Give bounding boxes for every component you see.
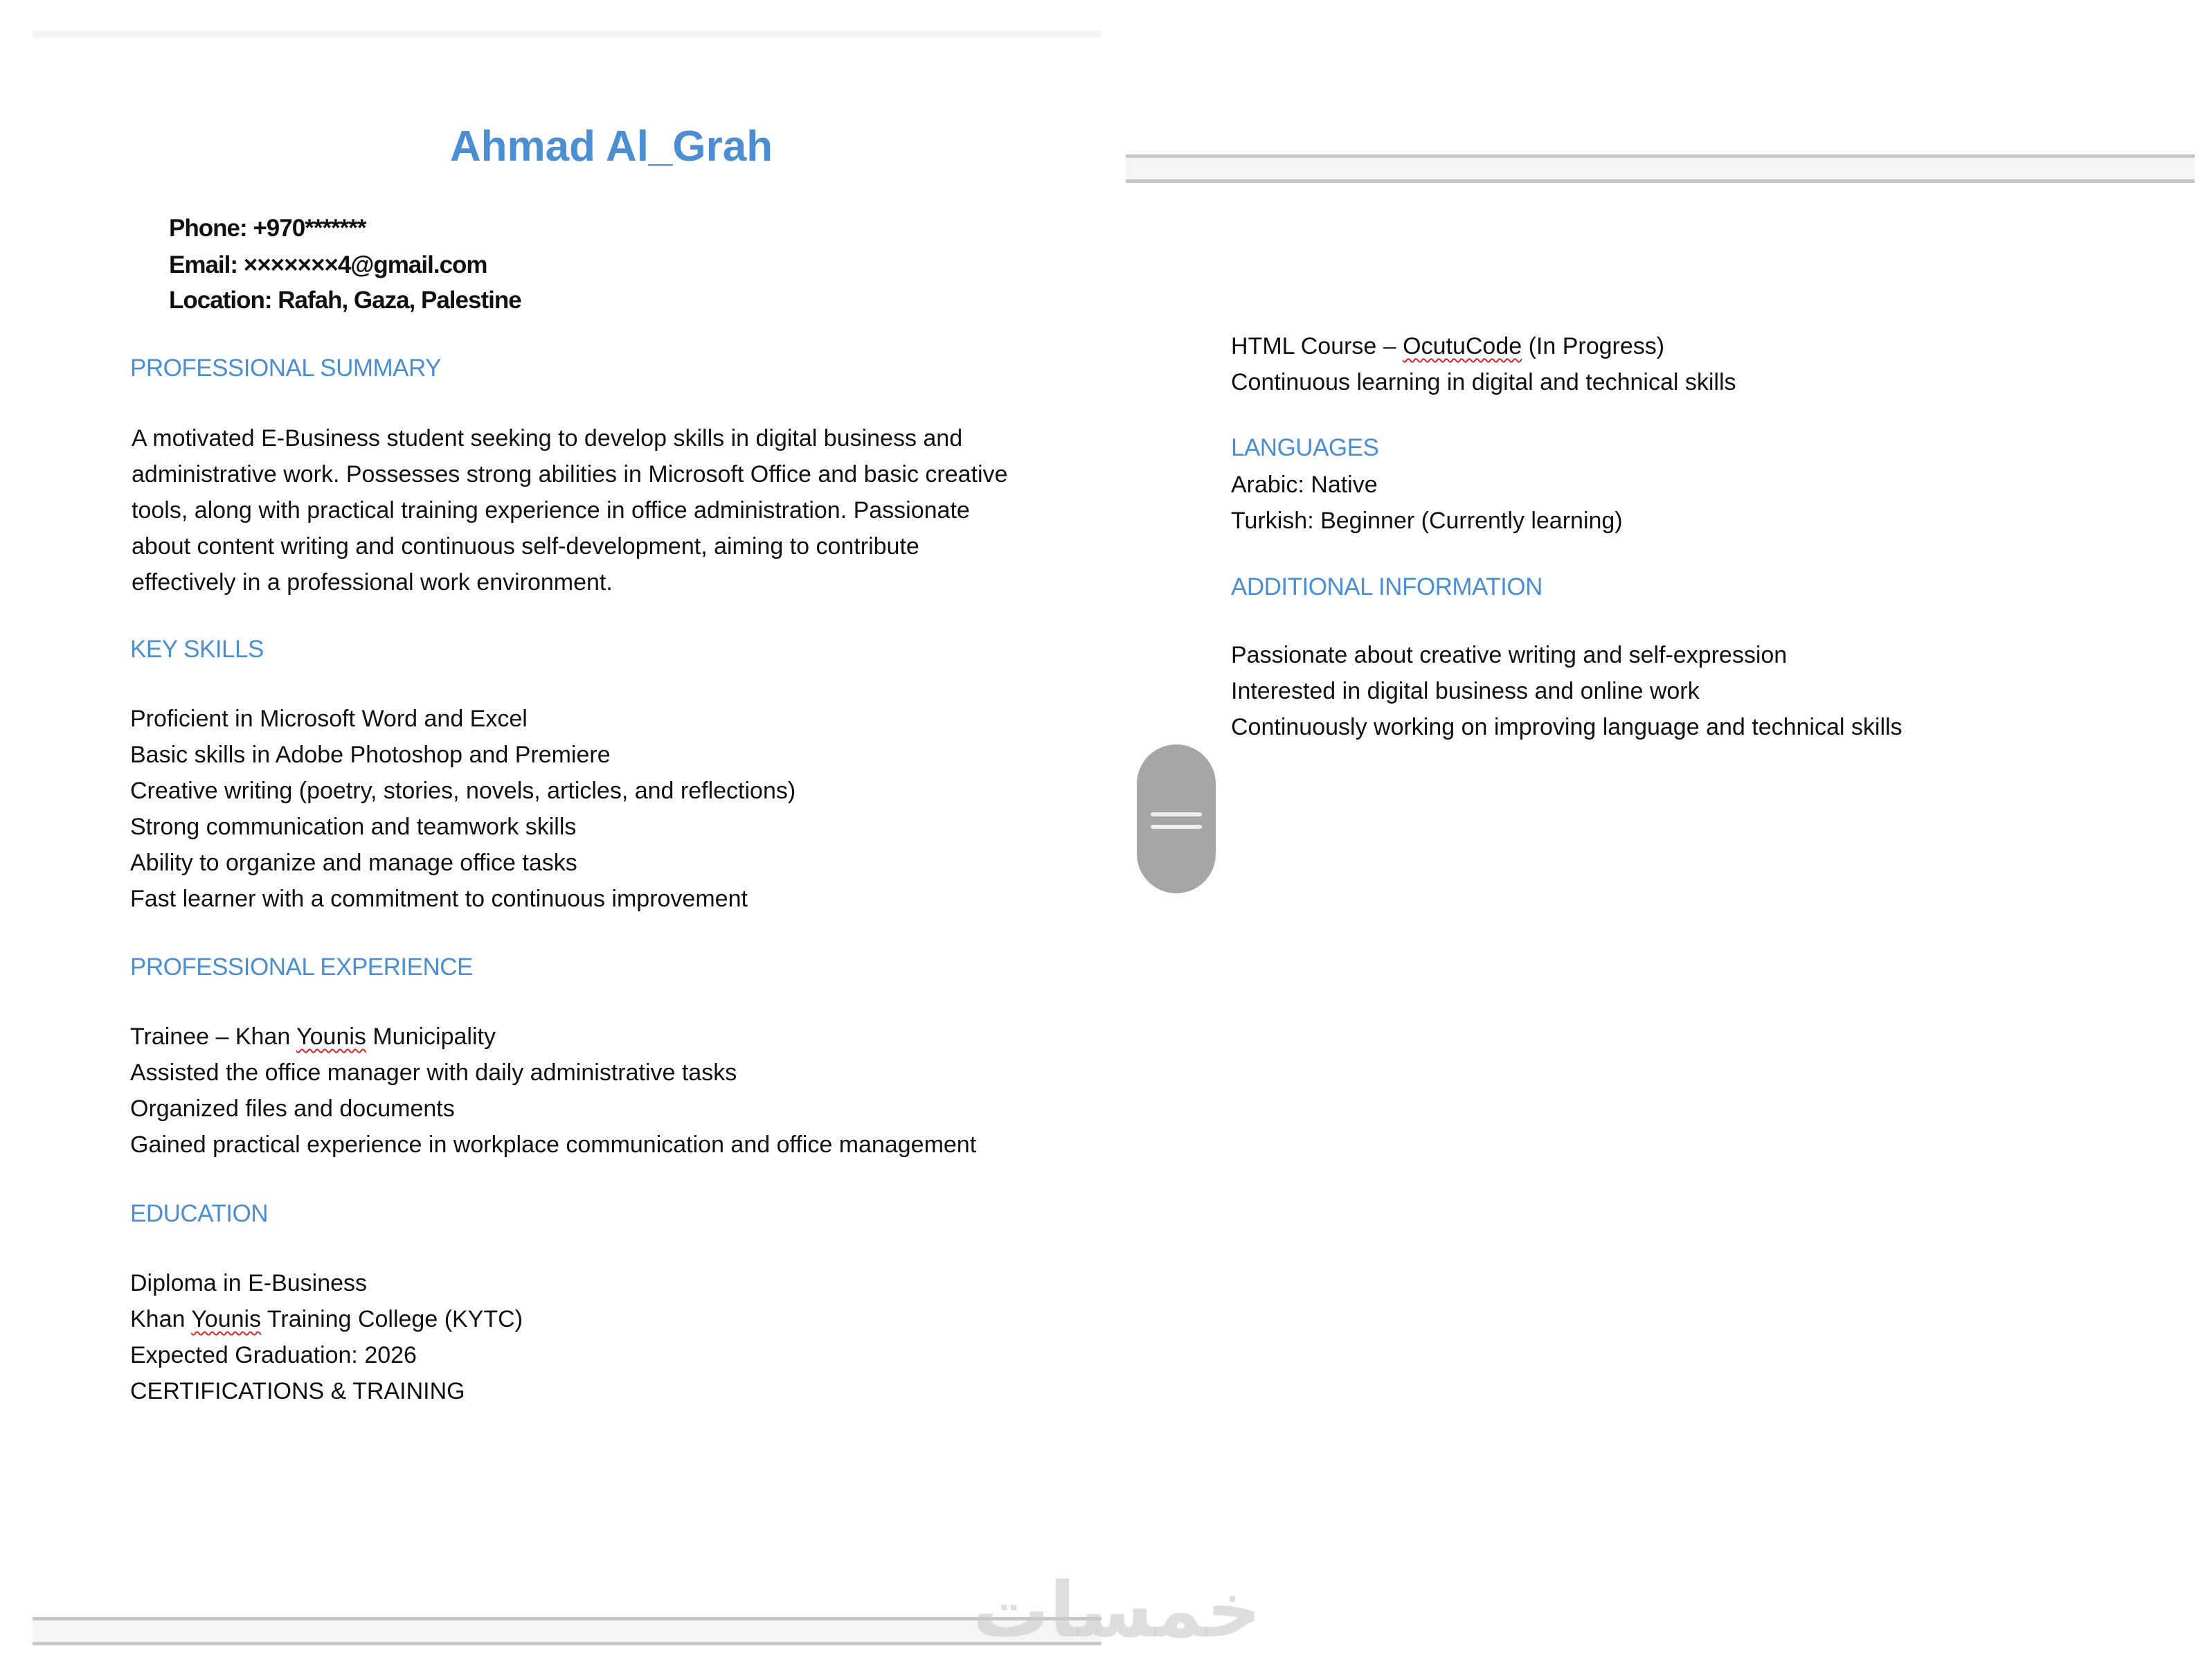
summary-heading: PROFESSIONAL SUMMARY (130, 355, 441, 382)
additional-list (1231, 637, 1903, 745)
additional-item: Interested in digital business and online work (1231, 678, 1700, 704)
education-heading: EDUCATION (130, 1200, 269, 1227)
skill-item: Strong communication and teamwork skills (130, 814, 577, 840)
text: Trainee – Khan (130, 1024, 297, 1050)
spellcheck-word[interactable]: OcutuCode (1403, 333, 1522, 359)
experience-title (130, 1019, 976, 1055)
languages-list (1231, 467, 1623, 539)
contact-phone: Phone: +970******* (169, 215, 366, 242)
watermark-logo: خمسات (973, 1566, 1261, 1654)
summary-text (132, 420, 1007, 600)
page-break-line (1126, 179, 2195, 183)
contact-location: Location: Rafah, Gaza, Palestine (169, 287, 521, 314)
education-college (130, 1301, 523, 1337)
drag-handle[interactable] (1137, 744, 1216, 893)
skills-heading: KEY SKILLS (130, 636, 264, 663)
text: HTML Course – (1231, 333, 1403, 359)
skill-item: Ability to organize and manage office tasks (130, 850, 577, 876)
summary-line: about content writing and continuous self-development, aiming to contribute (132, 533, 919, 560)
page-break-line (33, 1617, 1101, 1620)
page-break-line (33, 1642, 1101, 1645)
summary-line: A motivated E-Business student seeking to develop skills in digital business and (132, 425, 963, 452)
skill-item: Fast learner with a commitment to continuous improvement (130, 886, 748, 912)
language-item: Arabic: Native (1231, 472, 1378, 498)
text: (In Progress) (1522, 333, 1665, 359)
grip-line (1151, 825, 1202, 829)
education-list (130, 1265, 523, 1409)
experience-item: Gained practical experience in workplace communication and office management (130, 1132, 977, 1158)
grip-line (1151, 812, 1202, 816)
text: Khan (130, 1306, 192, 1332)
resume-name: Ahmad Al_Grah (449, 123, 773, 170)
skills-list (130, 701, 795, 917)
skill-item: Creative writing (poetry, stories, novels, articles, and reflections) (130, 778, 796, 804)
summary-line: tools, along with practical training experience in office administration. Passionate (132, 497, 970, 524)
text: Training College (KYTC) (261, 1306, 523, 1332)
spellcheck-word[interactable]: Younis (191, 1306, 262, 1332)
spellcheck-word[interactable]: Younis (296, 1024, 366, 1050)
skill-item: Basic skills in Adobe Photoshop and Premiere (130, 742, 611, 768)
skill-item: Proficient in Microsoft Word and Excel (130, 706, 528, 732)
page-break-line (1126, 154, 2195, 158)
education-graduation: Expected Graduation: 2026 (130, 1342, 417, 1368)
additional-item: Continuously working on improving language and technical skills (1231, 714, 1903, 740)
additional-heading: ADDITIONAL INFORMATION (1231, 573, 1543, 600)
certification-item (1231, 328, 1736, 364)
languages-heading: LANGUAGES (1231, 434, 1379, 461)
text: Municipality (366, 1024, 496, 1050)
contact-email: Email: ×××××××4@gmail.com (169, 251, 487, 278)
education-degree: Diploma in E-Business (130, 1270, 368, 1296)
experience-list (130, 1019, 976, 1163)
experience-item: Organized files and documents (130, 1096, 455, 1122)
experience-item: Assisted the office manager with daily administrative tasks (130, 1060, 737, 1086)
page-break-right (1126, 156, 2195, 182)
page-top-edge (33, 30, 1101, 37)
certifications-list (1231, 328, 1736, 400)
page-break-left (33, 1618, 1101, 1645)
experience-heading: PROFESSIONAL EXPERIENCE (130, 954, 473, 981)
language-item: Turkish: Beginner (Currently learning) (1231, 508, 1623, 534)
additional-item: Passionate about creative writing and self-expression (1231, 642, 1788, 668)
certifications-heading: CERTIFICATIONS & TRAINING (130, 1378, 465, 1404)
summary-line: effectively in a professional work environment. (132, 569, 613, 596)
certification-item: Continuous learning in digital and technical skills (1231, 369, 1736, 395)
summary-line: administrative work. Possesses strong abilities in Microsoft Office and basic creative (132, 461, 1008, 488)
